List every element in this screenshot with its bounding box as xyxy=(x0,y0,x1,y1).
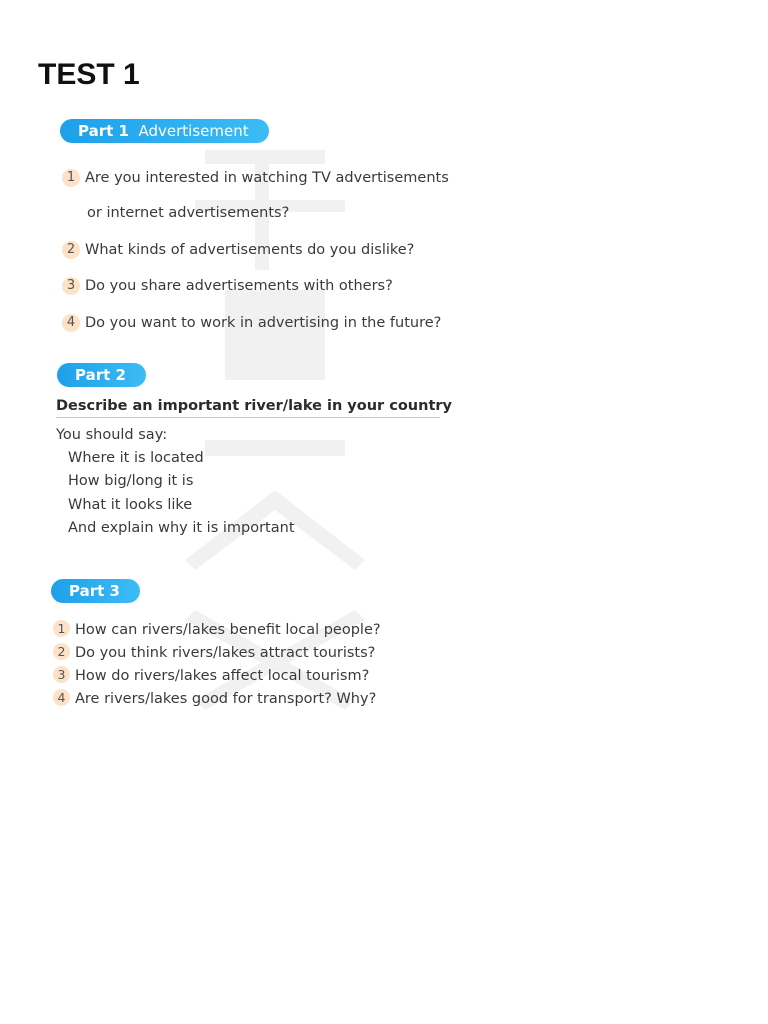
question-number-badge: 2 xyxy=(62,241,80,259)
part1-question-3 xyxy=(62,277,393,295)
part3-badge xyxy=(51,579,140,603)
cue-card-point: What it looks like xyxy=(68,497,193,513)
cue-card-point: Where it is located xyxy=(68,450,204,466)
part1-topic: Advertisement xyxy=(138,122,249,140)
cue-card-point: How big/long it is xyxy=(68,473,194,489)
question-number-badge: 3 xyxy=(53,666,70,683)
part1-badge xyxy=(60,119,269,143)
part1-question-1-continuation: or internet advertisements? xyxy=(87,205,290,221)
cue-card-intro: You should say: xyxy=(56,427,168,443)
part1-question-2 xyxy=(62,241,414,259)
part1-label: Part 1 xyxy=(78,122,129,140)
part1-question-1 xyxy=(62,169,449,187)
question-number-badge: 2 xyxy=(53,643,70,660)
question-number-badge: 4 xyxy=(62,314,80,332)
question-text: How can rivers/lakes benefit local people? xyxy=(75,622,381,638)
question-text: Do you want to work in advertising in the future? xyxy=(85,315,442,331)
part3-question-4 xyxy=(53,689,376,707)
page-title: TEST 1 xyxy=(38,58,140,91)
question-text: Are rivers/lakes good for transport? Why? xyxy=(75,691,377,707)
part3-label: Part 3 xyxy=(69,582,120,600)
question-number-badge: 1 xyxy=(53,620,70,637)
question-number-badge: 3 xyxy=(62,277,80,295)
part2-label: Part 2 xyxy=(75,366,126,384)
question-number-badge: 1 xyxy=(62,169,80,187)
question-text: Do you share advertisements with others? xyxy=(85,278,393,294)
question-number-badge: 4 xyxy=(53,689,70,706)
question-text: Do you think rivers/lakes attract tourists? xyxy=(75,645,376,661)
part3-question-1 xyxy=(53,620,381,638)
part2-badge xyxy=(57,363,146,387)
part3-question-2 xyxy=(53,643,375,661)
question-text: How do rivers/lakes affect local tourism? xyxy=(75,668,370,684)
cue-card-title: Describe an important river/lake in your country xyxy=(56,398,440,418)
part3-question-3 xyxy=(53,666,369,684)
part1-question-4 xyxy=(62,314,441,332)
cue-card-point: And explain why it is important xyxy=(68,520,295,536)
question-text: What kinds of advertisements do you dislike? xyxy=(85,242,415,258)
question-text: Are you interested in watching TV advertisements xyxy=(85,170,449,186)
